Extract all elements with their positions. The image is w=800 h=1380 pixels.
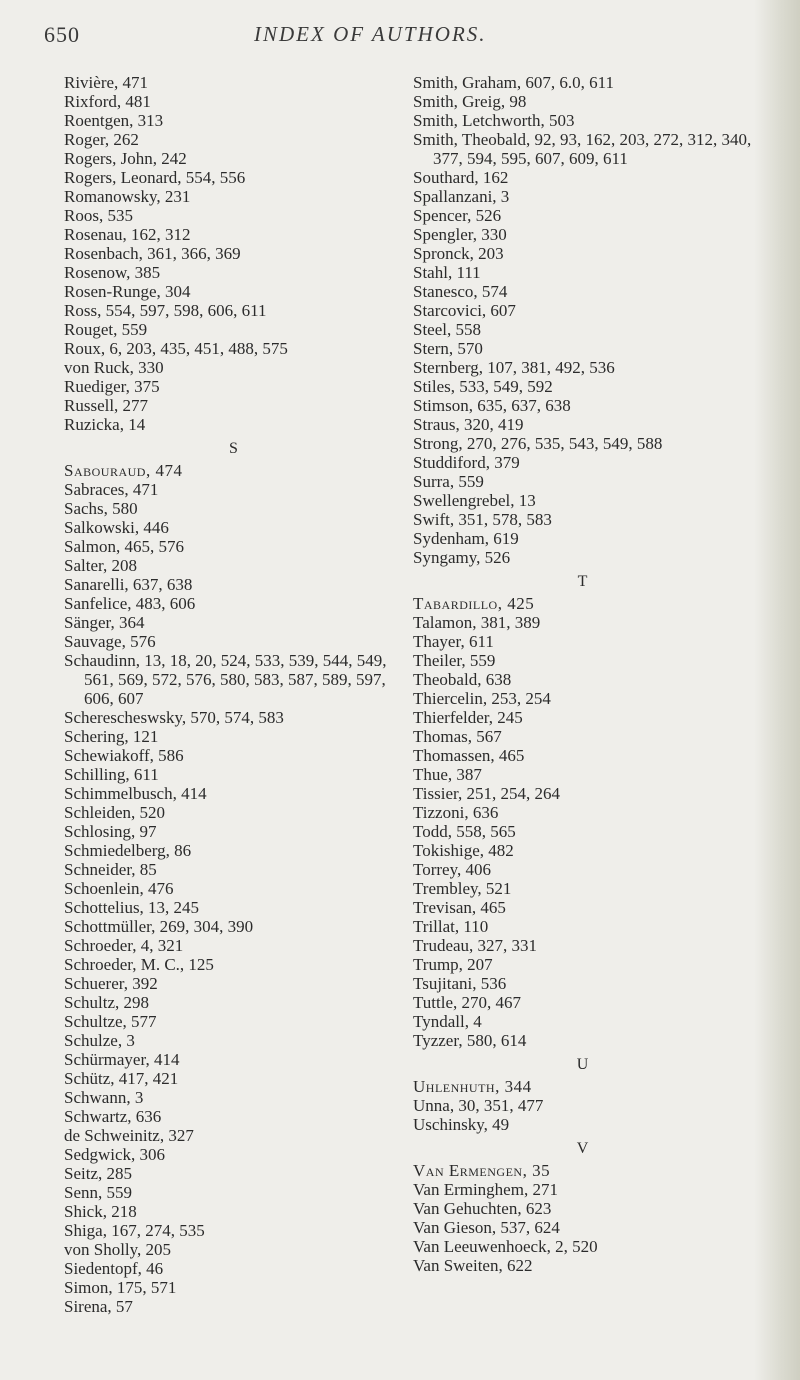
index-entry: Roger, 262 bbox=[64, 130, 139, 149]
index-entry: Schoenlein, 476 bbox=[64, 879, 174, 898]
index-group-u bbox=[413, 1096, 753, 1134]
index-entry: Schroeder, M. C., 125 bbox=[64, 955, 214, 974]
index-entry: Strong, 270, 276, 535, 543, 549, 588 bbox=[413, 434, 663, 453]
index-entry: Simon, 175, 571 bbox=[64, 1278, 177, 1297]
index-entry: Roos, 535 bbox=[64, 206, 133, 225]
index-entry: Rogers, Leonard, 554, 556 bbox=[64, 168, 246, 187]
index-entry: Schottelius, 13, 245 bbox=[64, 898, 200, 917]
index-entry: Smith, Letchworth, 503 bbox=[413, 111, 575, 130]
page-header bbox=[44, 22, 744, 52]
index-entry: Stimson, 635, 637, 638 bbox=[413, 396, 571, 415]
index-group-t bbox=[413, 613, 753, 1050]
index-entry: Siedentopf, 46 bbox=[64, 1259, 164, 1278]
index-entry: Rosenow, 385 bbox=[64, 263, 161, 282]
index-entry: Tissier, 251, 254, 264 bbox=[413, 784, 560, 803]
index-entry: von Ruck, 330 bbox=[64, 358, 164, 377]
index-entry: Romanowsky, 231 bbox=[64, 187, 191, 206]
index-entry: Surra, 559 bbox=[413, 472, 484, 491]
index-entry: Stiles, 533, 549, 592 bbox=[413, 377, 553, 396]
index-entry: Unna, 30, 351, 477 bbox=[413, 1096, 544, 1115]
index-entry: Ruediger, 375 bbox=[64, 377, 160, 396]
index-entry: Salkowski, 446 bbox=[64, 518, 169, 537]
index-entry: Trembley, 521 bbox=[413, 879, 512, 898]
index-entry: Schering, 121 bbox=[64, 727, 159, 746]
index-entry: Sänger, 364 bbox=[64, 613, 145, 632]
index-entry: Van Erminghem, 271 bbox=[413, 1180, 558, 1199]
index-entry: Rogers, John, 242 bbox=[64, 149, 187, 168]
index-entry: Thiercelin, 253, 254 bbox=[413, 689, 551, 708]
index-entry: von Sholly, 205 bbox=[64, 1240, 172, 1259]
index-entry: Salter, 208 bbox=[64, 556, 137, 575]
index-entry-section-start: Tabardillo, 425 bbox=[413, 594, 535, 613]
index-entry: Sternberg, 107, 381, 492, 536 bbox=[413, 358, 615, 377]
index-entry: Schultz, 298 bbox=[64, 993, 149, 1012]
index-entry: Trump, 207 bbox=[413, 955, 493, 974]
index-entry: Thue, 387 bbox=[413, 765, 482, 784]
index-entry: Rivière, 471 bbox=[64, 73, 149, 92]
index-entry: Tsujitani, 536 bbox=[413, 974, 507, 993]
index-entry: Rouget, 559 bbox=[64, 320, 148, 339]
index-group-s-right bbox=[413, 168, 753, 567]
index-entry: Shick, 218 bbox=[64, 1202, 137, 1221]
index-entry: Roentgen, 313 bbox=[64, 111, 164, 130]
index-entry: Stanesco, 574 bbox=[413, 282, 508, 301]
index-group-smith bbox=[413, 73, 753, 130]
index-entry: Smith, Greig, 98 bbox=[413, 92, 527, 111]
index-entry: Sedgwick, 306 bbox=[64, 1145, 166, 1164]
index-entry: Studdiford, 379 bbox=[413, 453, 520, 472]
index-entry: Scherescheswsky, 570, 574, 583 bbox=[64, 708, 284, 727]
index-entry-section-start: Sabouraud, 474 bbox=[64, 461, 183, 480]
page-edge-shading bbox=[754, 0, 800, 1380]
index-entry: Swellengrebel, 13 bbox=[413, 491, 536, 510]
index-entry: Van Leeuwenhoeck, 2, 520 bbox=[413, 1237, 598, 1256]
section-letter-u: U bbox=[576, 1056, 590, 1073]
index-entry: Schaudinn, 13, 18, 20, 524, 533, 539, 544, 549, 561, 569, 572, 576, 580, 583, 587, 589, 597, 606, 607 bbox=[64, 651, 387, 708]
index-entry: Swift, 351, 578, 583 bbox=[413, 510, 552, 529]
index-group-s-continued bbox=[64, 708, 404, 1316]
index-entry: Schroeder, 4, 321 bbox=[64, 936, 184, 955]
index-entry: Tyzzer, 580, 614 bbox=[413, 1031, 527, 1050]
index-entry: Sanfelice, 483, 606 bbox=[64, 594, 196, 613]
index-column-right bbox=[413, 73, 753, 1275]
section-letter-v: V bbox=[576, 1140, 590, 1157]
index-entry: Trillat, 110 bbox=[413, 917, 489, 936]
index-entry: Schwann, 3 bbox=[64, 1088, 144, 1107]
index-entry: Schwartz, 636 bbox=[64, 1107, 162, 1126]
index-entry: Stahl, 111 bbox=[413, 263, 481, 282]
index-entry: Trevisan, 465 bbox=[413, 898, 506, 917]
index-entry: Sachs, 580 bbox=[64, 499, 138, 518]
index-entry: Van Gieson, 537, 624 bbox=[413, 1218, 560, 1237]
page-number: 650 bbox=[44, 22, 80, 47]
index-entry: Smith, Theobald, 92, 93, 162, 203, 272, 312, 340, 377, 594, 595, 607, 609, 611 bbox=[413, 130, 752, 168]
index-entry: Spronck, 203 bbox=[413, 244, 504, 263]
index-entry: Thierfelder, 245 bbox=[413, 708, 523, 727]
section-letter-s: S bbox=[229, 440, 239, 457]
index-column-left bbox=[64, 73, 404, 1316]
index-entry: Theiler, 559 bbox=[413, 651, 496, 670]
index-entry: Rosen-Runge, 304 bbox=[64, 282, 191, 301]
index-entry: Salmon, 465, 576 bbox=[64, 537, 184, 556]
index-entry: Schürmayer, 414 bbox=[64, 1050, 180, 1069]
index-entry-section-start: Van Ermengen, 35 bbox=[413, 1161, 551, 1180]
index-entry: Sirena, 57 bbox=[64, 1297, 133, 1316]
index-entry: Stern, 570 bbox=[413, 339, 483, 358]
index-entry: de Schweinitz, 327 bbox=[64, 1126, 194, 1145]
index-entry: Shiga, 167, 274, 535 bbox=[64, 1221, 205, 1240]
index-entry: Schleiden, 520 bbox=[64, 803, 166, 822]
index-entry: Spengler, 330 bbox=[413, 225, 507, 244]
index-entry: Torrey, 406 bbox=[413, 860, 491, 879]
index-group-s bbox=[64, 480, 404, 651]
index-entry: Tizzoni, 636 bbox=[413, 803, 499, 822]
index-entry: Todd, 558, 565 bbox=[413, 822, 516, 841]
index-entry: Schewiakoff, 586 bbox=[64, 746, 184, 765]
index-entry: Thayer, 611 bbox=[413, 632, 494, 651]
index-entry: Syngamy, 526 bbox=[413, 548, 511, 567]
index-entry: Spallanzani, 3 bbox=[413, 187, 510, 206]
index-entry: Sanarelli, 637, 638 bbox=[64, 575, 193, 594]
index-entry: Rosenbach, 361, 366, 369 bbox=[64, 244, 241, 263]
index-entry: Schultze, 577 bbox=[64, 1012, 157, 1031]
index-entry: Russell, 277 bbox=[64, 396, 149, 415]
index-entry: Tyndall, 4 bbox=[413, 1012, 482, 1031]
index-entry: Schilling, 611 bbox=[64, 765, 159, 784]
index-entry: Steel, 558 bbox=[413, 320, 481, 339]
index-entry: Rosenau, 162, 312 bbox=[64, 225, 191, 244]
index-entry: Roux, 6, 203, 435, 451, 488, 575 bbox=[64, 339, 288, 358]
index-entry: Tuttle, 270, 467 bbox=[413, 993, 522, 1012]
index-entry: Smith, Graham, 607, 6.0, 611 bbox=[413, 73, 614, 92]
index-entry: Van Sweiten, 622 bbox=[413, 1256, 533, 1275]
index-entry: Van Gehuchten, 623 bbox=[413, 1199, 552, 1218]
index-entry: Schmiedelberg, 86 bbox=[64, 841, 192, 860]
index-entry: Sauvage, 576 bbox=[64, 632, 156, 651]
index-entry: Spencer, 526 bbox=[413, 206, 502, 225]
index-entry: Schuerer, 392 bbox=[64, 974, 158, 993]
index-entry: Schütz, 417, 421 bbox=[64, 1069, 179, 1088]
index-entry: Starcovici, 607 bbox=[413, 301, 516, 320]
running-title: INDEX OF AUTHORS. bbox=[254, 22, 487, 46]
index-entry: Ruzicka, 14 bbox=[64, 415, 146, 434]
section-letter-t: T bbox=[577, 573, 589, 590]
index-entry: Thomas, 567 bbox=[413, 727, 502, 746]
index-entry: Schottmüller, 269, 304, 390 bbox=[64, 917, 254, 936]
index-entry: Schimmelbusch, 414 bbox=[64, 784, 207, 803]
index-entry: Schulze, 3 bbox=[64, 1031, 135, 1050]
index-entry: Schneider, 85 bbox=[64, 860, 157, 879]
index-entry: Trudeau, 327, 331 bbox=[413, 936, 538, 955]
index-entry: Tokishige, 482 bbox=[413, 841, 514, 860]
index-entry: Sydenham, 619 bbox=[413, 529, 519, 548]
index-entry: Schlosing, 97 bbox=[64, 822, 157, 841]
index-entry: Sabraces, 471 bbox=[64, 480, 159, 499]
index-group-v bbox=[413, 1180, 753, 1275]
index-entry: Talamon, 381, 389 bbox=[413, 613, 541, 632]
index-entry: Senn, 559 bbox=[64, 1183, 132, 1202]
index-group-r bbox=[64, 73, 404, 434]
index-entry: Ross, 554, 597, 598, 606, 611 bbox=[64, 301, 267, 320]
index-entry: Thomassen, 465 bbox=[413, 746, 525, 765]
index-entry: Uschinsky, 49 bbox=[413, 1115, 510, 1134]
index-entry: Straus, 320, 419 bbox=[413, 415, 524, 434]
index-entry-section-start: Uhlenhuth, 344 bbox=[413, 1077, 532, 1096]
index-entry: Theobald, 638 bbox=[413, 670, 512, 689]
index-entry: Southard, 162 bbox=[413, 168, 509, 187]
index-entry: Seitz, 285 bbox=[64, 1164, 132, 1183]
index-entry: Rixford, 481 bbox=[64, 92, 151, 111]
